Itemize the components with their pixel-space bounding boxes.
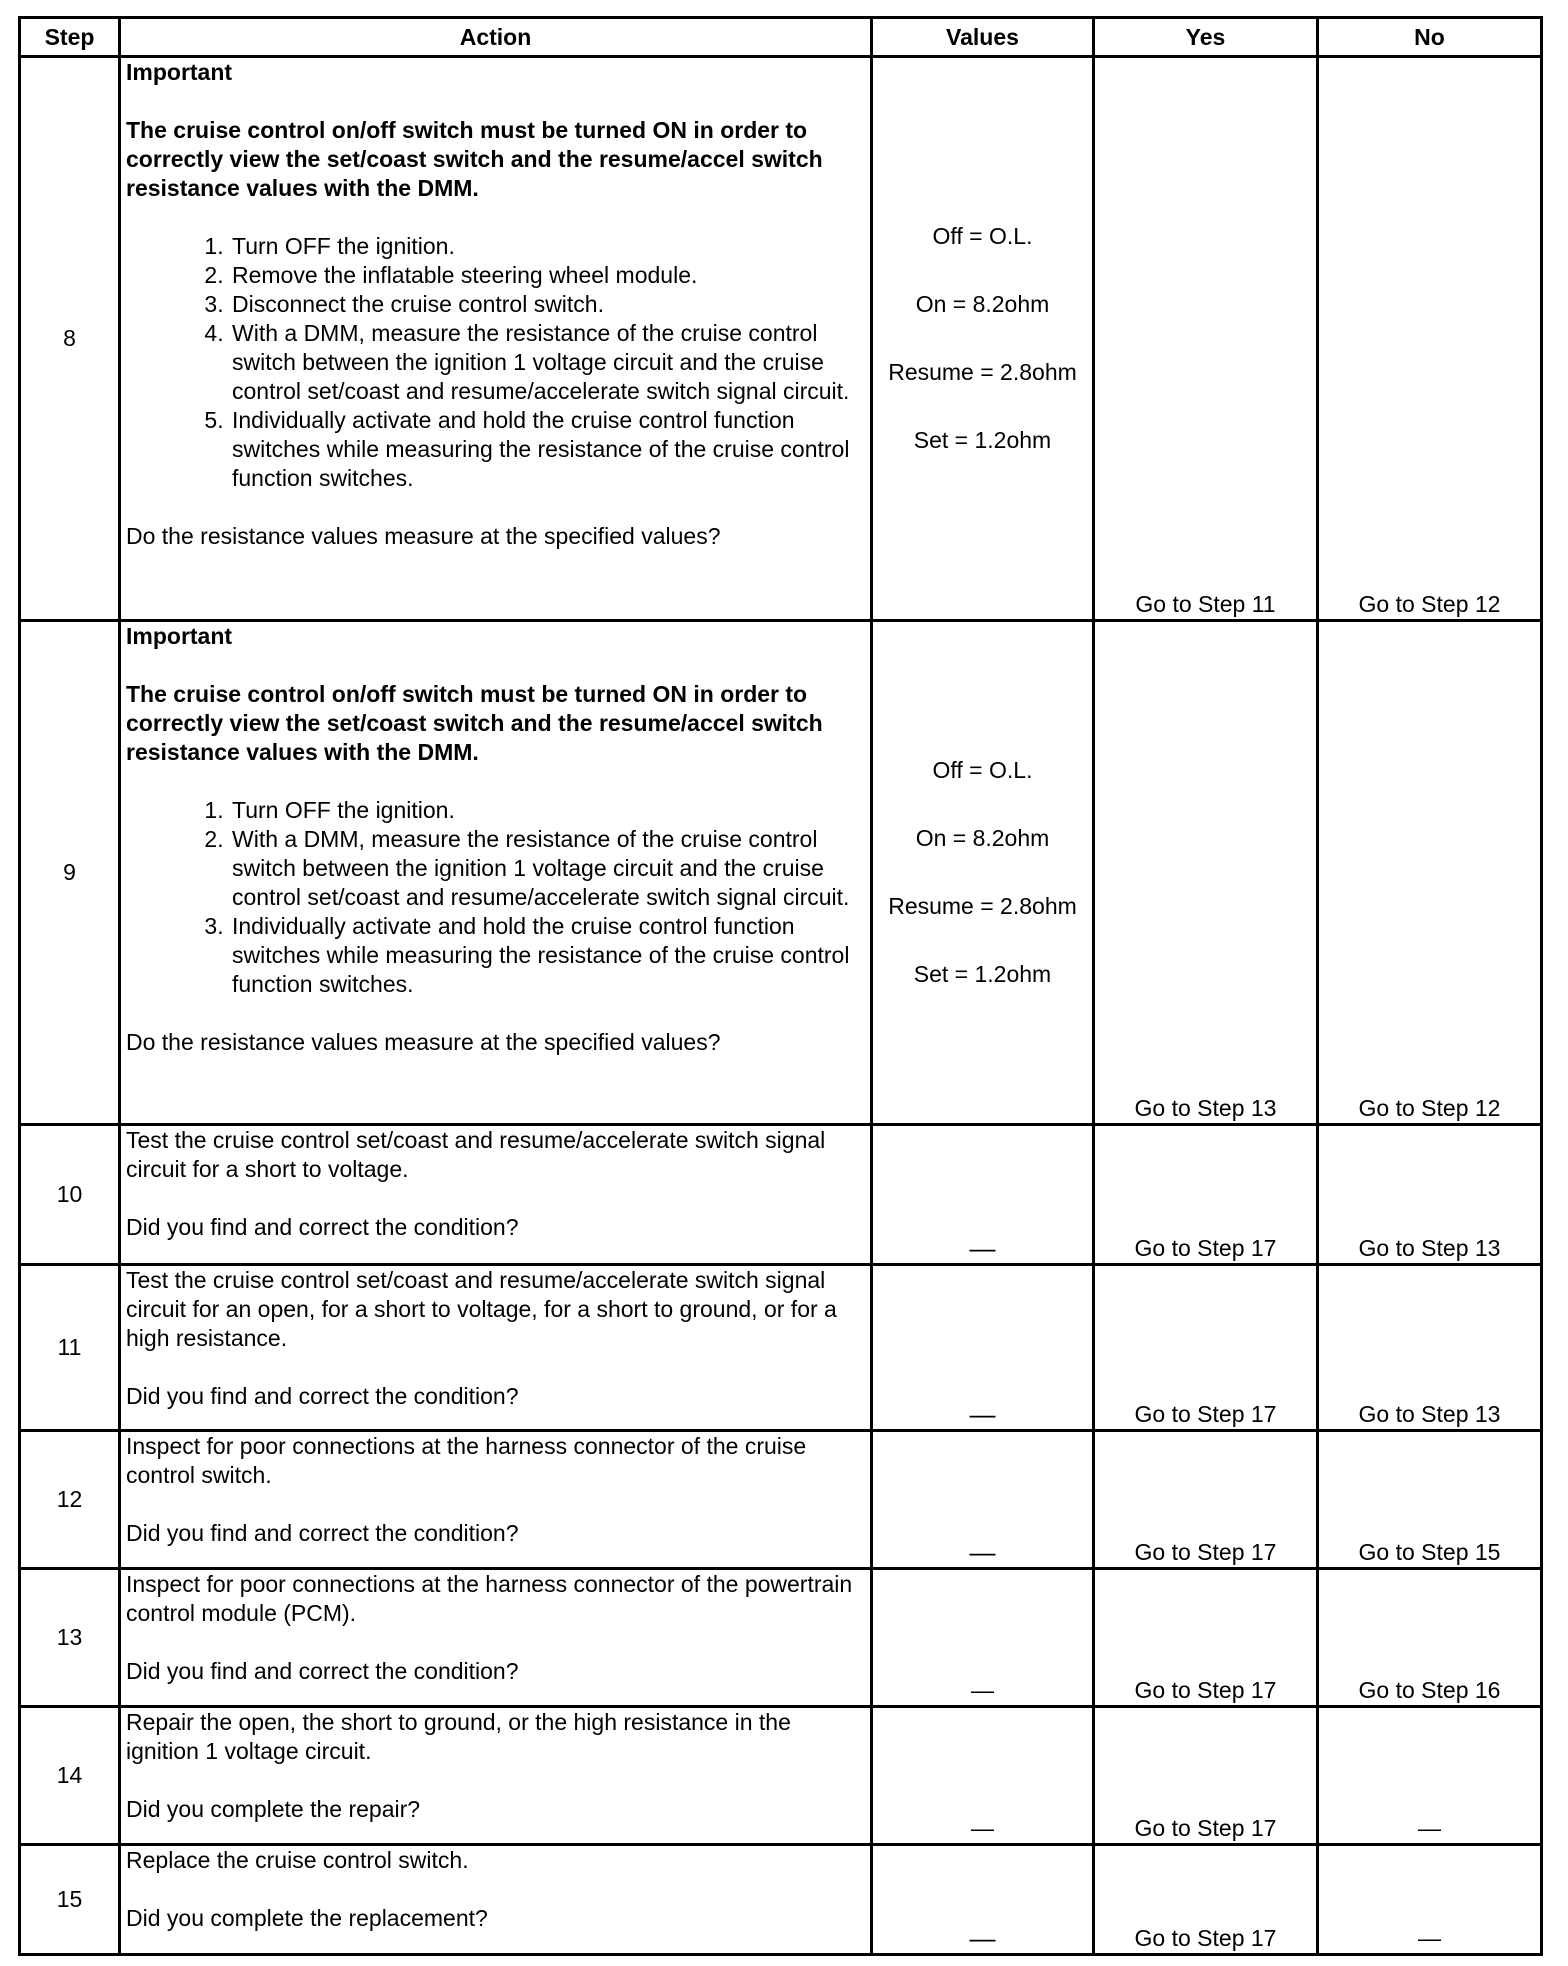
action-text: Replace the cruise control switch.: [126, 1847, 469, 1873]
step-number: 15: [20, 1845, 120, 1955]
important-label: Important: [126, 59, 233, 85]
action-text: Repair the open, the short to ground, or the high resistance in the ignition 1 voltage circuit.: [126, 1709, 791, 1764]
header-action: Action: [120, 18, 872, 57]
yes-cell: Go to Step 11: [1094, 57, 1318, 621]
values-cell: —: [872, 1569, 1094, 1707]
action-cell: [120, 621, 872, 1125]
header-step: Step: [20, 18, 120, 57]
values-cell: [872, 621, 1094, 1125]
action-text: Test the cruise control set/coast and resume/accelerate switch signal circuit for an open, for a short to voltage, for a short to ground, or for a high resistance.: [126, 1267, 837, 1351]
table-row: [20, 621, 1542, 1125]
no-cell: Go to Step 13: [1318, 1125, 1542, 1265]
step-number: 9: [20, 621, 120, 1125]
value-set: Set = 1.2ohm: [913, 427, 1052, 453]
values-cell: —: [872, 1707, 1094, 1845]
action-cell: [120, 57, 872, 621]
table-row: [20, 1845, 1542, 1955]
values-cell: [872, 57, 1094, 621]
list-item: 1. Turn OFF the ignition.: [230, 796, 865, 825]
step-number: 13: [20, 1569, 120, 1707]
action-cell: [120, 1431, 872, 1569]
values-cell: —: [872, 1845, 1094, 1955]
table-row: [20, 1125, 1542, 1265]
important-text: The cruise control on/off switch must be turned ON in order to correctly view the set/coast switch and the resume/accel switch resistance values with the DMM.: [126, 117, 823, 201]
action-cell: [120, 1707, 872, 1845]
values-cell: —: [872, 1431, 1094, 1569]
procedure-list: [126, 232, 865, 493]
value-resume: Resume = 2.8ohm: [888, 893, 1077, 919]
yes-cell: Go to Step 17: [1094, 1707, 1318, 1845]
action-text: Test the cruise control set/coast and resume/accelerate switch signal circuit for a short to voltage.: [126, 1127, 826, 1182]
important-label: Important: [126, 623, 233, 649]
list-item: 3. Individually activate and hold the cruise control function switches while measuring the resistance of the cruise control function switches.: [230, 912, 865, 999]
step-number: 10: [20, 1125, 120, 1265]
header-values: Values: [872, 18, 1094, 57]
question-text: Did you find and correct the condition?: [126, 1383, 519, 1409]
yes-cell: Go to Step 13: [1094, 621, 1318, 1125]
list-item: 3. Disconnect the cruise control switch.: [230, 290, 865, 319]
no-cell: Go to Step 13: [1318, 1265, 1542, 1431]
list-item: 4. With a DMM, measure the resistance of the cruise control switch between the ignition 1 voltage circuit and the cruise control set/coast and resume/accelerate switch signal circuit.: [230, 319, 865, 406]
yes-cell: Go to Step 17: [1094, 1125, 1318, 1265]
no-cell: Go to Step 12: [1318, 621, 1542, 1125]
yes-cell: Go to Step 17: [1094, 1265, 1318, 1431]
action-cell: [120, 1265, 872, 1431]
value-set: Set = 1.2ohm: [913, 961, 1052, 987]
step-number: 8: [20, 57, 120, 621]
yes-cell: Go to Step 17: [1094, 1431, 1318, 1569]
diagnostic-table: [18, 16, 1543, 1956]
question-text: Did you complete the replacement?: [126, 1905, 488, 1931]
no-cell: —: [1318, 1707, 1542, 1845]
question-text: Did you find and correct the condition?: [126, 1520, 519, 1546]
action-cell: [120, 1845, 872, 1955]
question-text: Did you complete the repair?: [126, 1796, 421, 1822]
yes-cell: Go to Step 17: [1094, 1845, 1318, 1955]
important-text: The cruise control on/off switch must be turned ON in order to correctly view the set/coast switch and the resume/accel switch resistance values with the DMM.: [126, 681, 823, 765]
values-cell: —: [872, 1125, 1094, 1265]
table-row: [20, 1265, 1542, 1431]
action-cell: [120, 1125, 872, 1265]
header-no: No: [1318, 18, 1542, 57]
table-row: [20, 57, 1542, 621]
list-item: 1. Turn OFF the ignition.: [230, 232, 865, 261]
action-cell: [120, 1569, 872, 1707]
value-on: On = 8.2ohm: [915, 291, 1050, 317]
value-off: Off = O.L.: [932, 223, 1033, 249]
step-number: 12: [20, 1431, 120, 1569]
value-on: On = 8.2ohm: [915, 825, 1050, 851]
list-item: 2. With a DMM, measure the resistance of the cruise control switch between the ignition 1 voltage circuit and the cruise control set/coast and resume/accelerate switch signal circuit.: [230, 825, 865, 912]
list-item: 2. Remove the inflatable steering wheel module.: [230, 261, 865, 290]
step-number: 11: [20, 1265, 120, 1431]
no-cell: Go to Step 12: [1318, 57, 1542, 621]
list-item: 5. Individually activate and hold the cruise control function switches while measuring the resistance of the cruise control function switches.: [230, 406, 865, 493]
header-yes: Yes: [1094, 18, 1318, 57]
table-row: [20, 1431, 1542, 1569]
question-text: Did you find and correct the condition?: [126, 1658, 519, 1684]
table-row: [20, 1569, 1542, 1707]
question-text: Did you find and correct the condition?: [126, 1214, 519, 1240]
action-text: Inspect for poor connections at the harness connector of the cruise control switch.: [126, 1433, 807, 1488]
value-resume: Resume = 2.8ohm: [888, 359, 1077, 385]
step-number: 14: [20, 1707, 120, 1845]
procedure-list: [126, 796, 865, 999]
action-text: Inspect for poor connections at the harness connector of the powertrain control module (PCM).: [126, 1571, 853, 1626]
no-cell: —: [1318, 1845, 1542, 1955]
question-text: Do the resistance values measure at the specified values?: [126, 523, 721, 549]
value-off: Off = O.L.: [932, 757, 1033, 783]
yes-cell: Go to Step 17: [1094, 1569, 1318, 1707]
question-text: Do the resistance values measure at the specified values?: [126, 1029, 721, 1055]
table-row: [20, 1707, 1542, 1845]
header-row: [20, 18, 1542, 57]
no-cell: Go to Step 16: [1318, 1569, 1542, 1707]
no-cell: Go to Step 15: [1318, 1431, 1542, 1569]
values-cell: —: [872, 1265, 1094, 1431]
